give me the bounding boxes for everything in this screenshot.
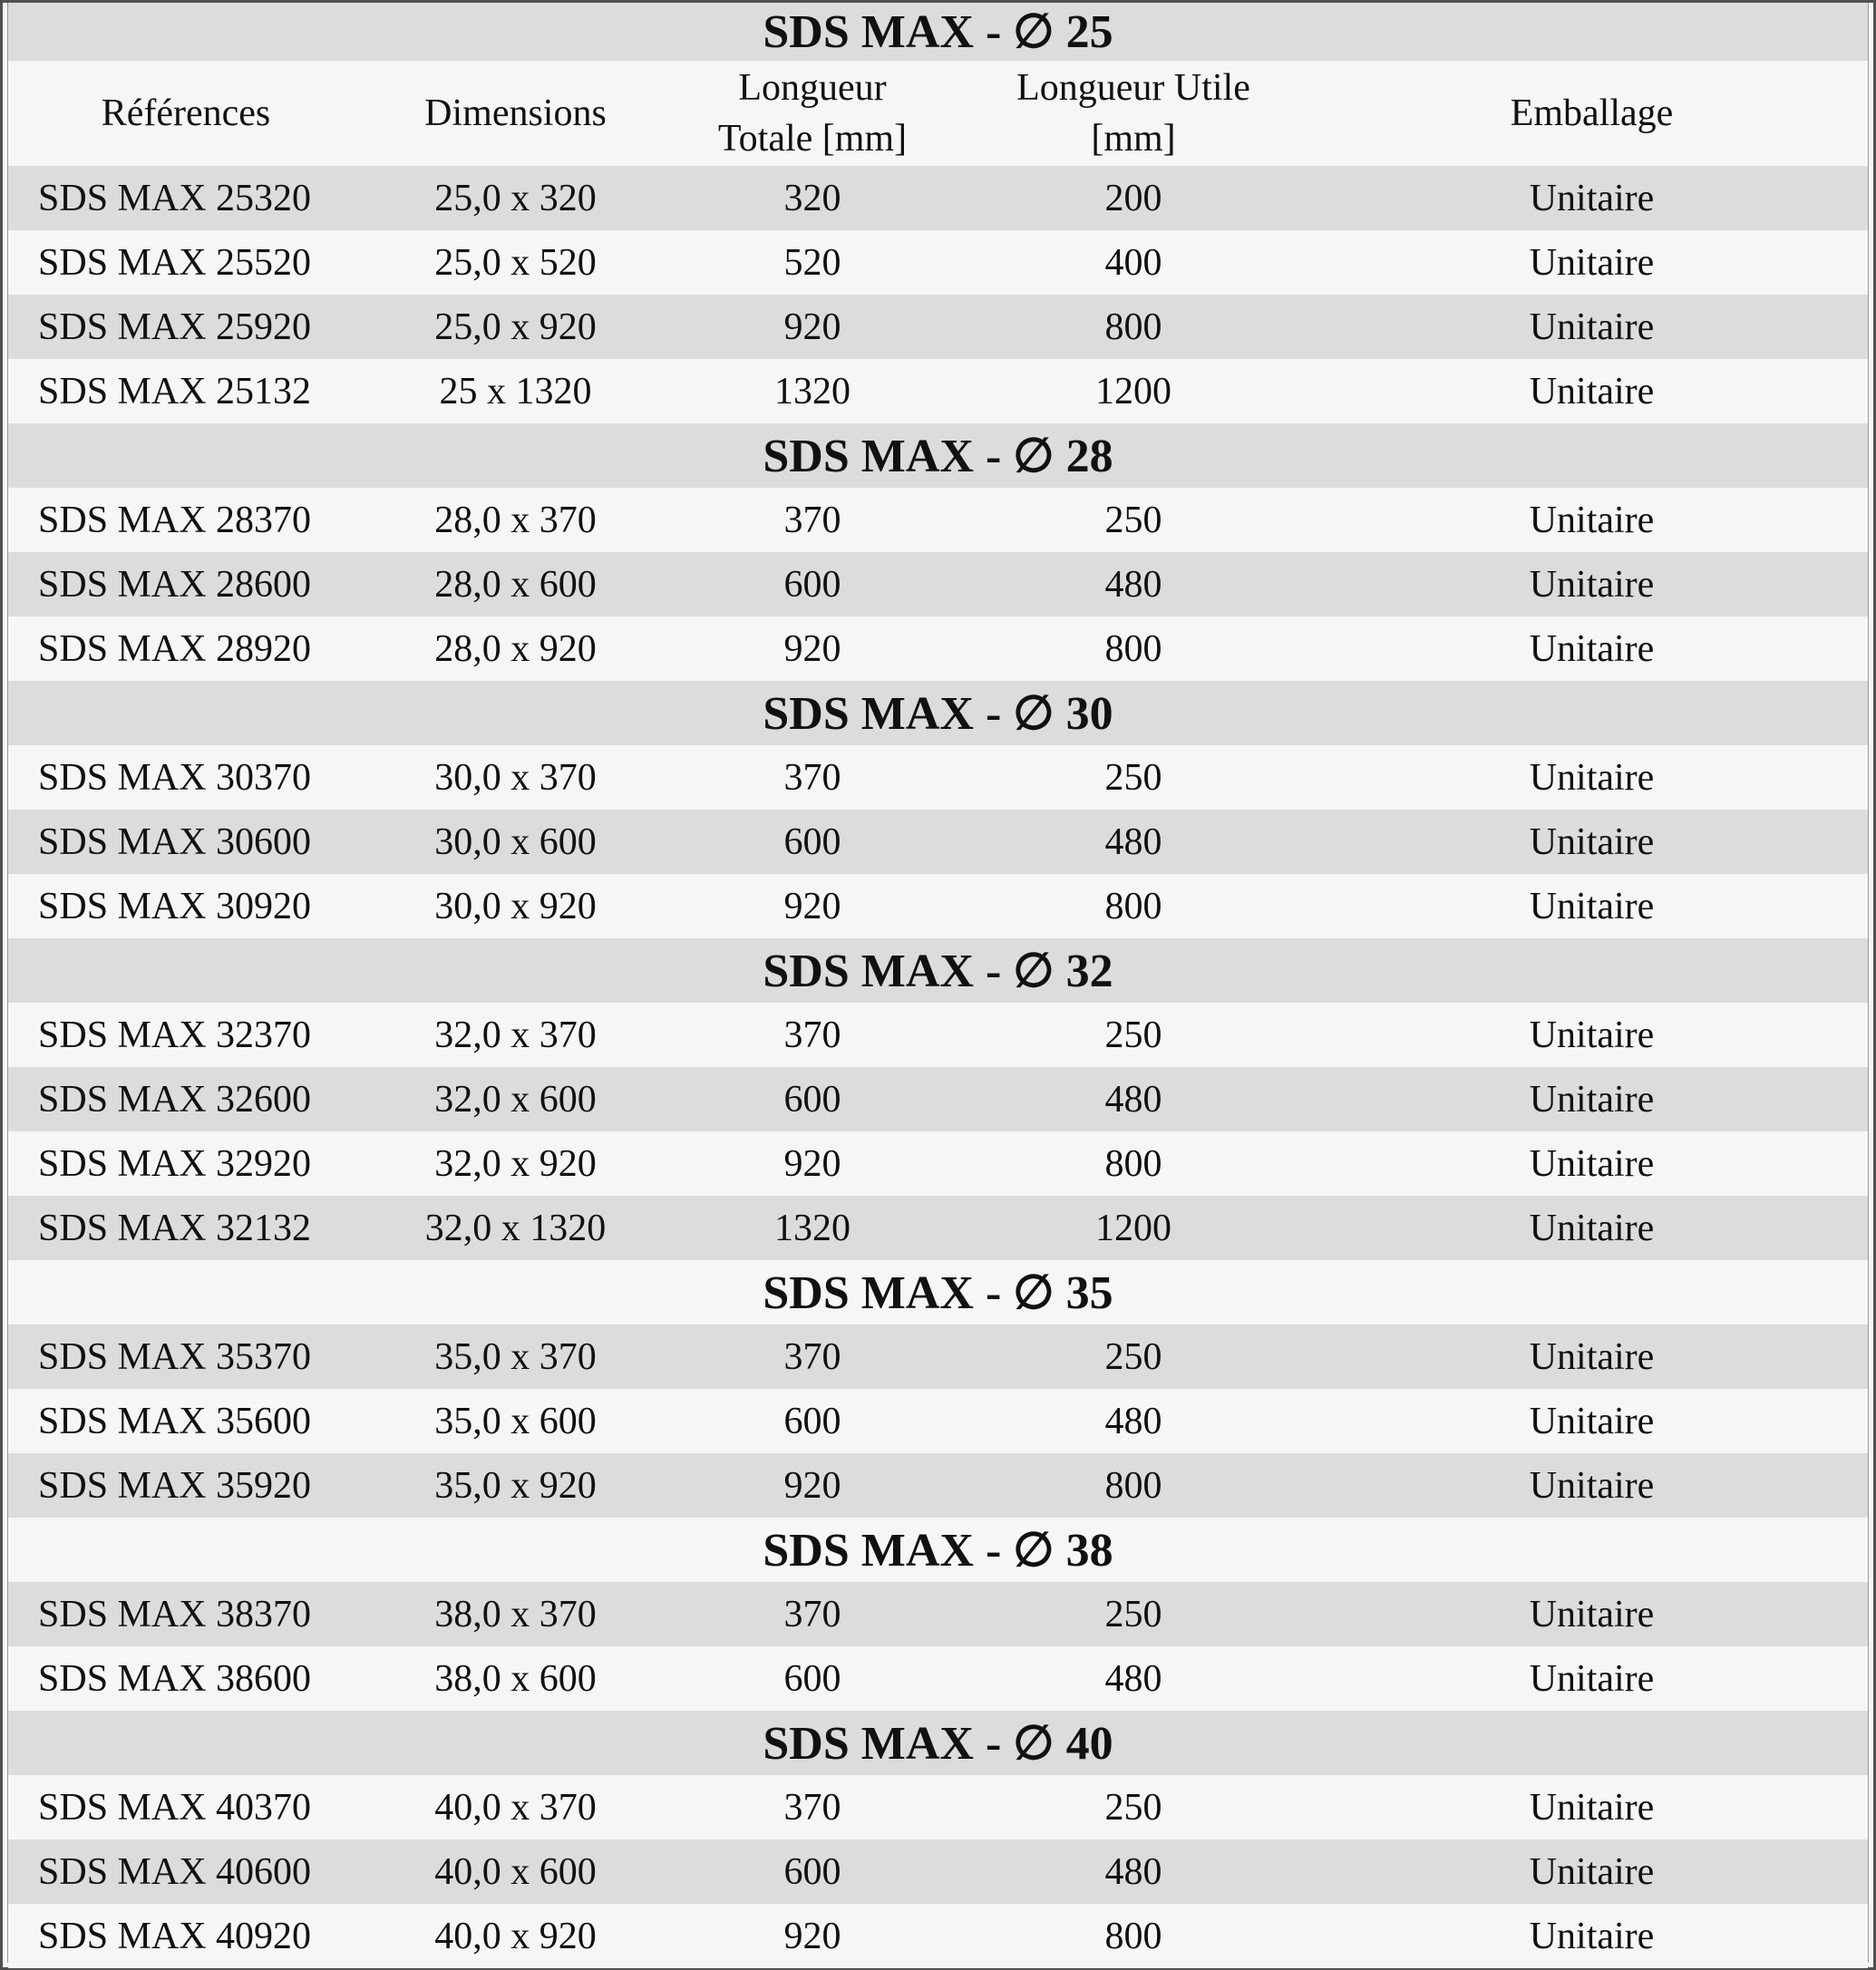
section-title: SDS MAX - ∅ 35	[763, 1266, 1113, 1319]
table-row	[8, 1582, 1868, 1646]
cell-useful-length: 480	[1104, 1078, 1162, 1121]
cell-reference: SDS MAX 35370	[38, 1335, 312, 1378]
table-row	[8, 616, 1868, 681]
cell-reference: SDS MAX 25132	[38, 370, 312, 412]
cell-total-length: 370	[783, 499, 841, 541]
cell-useful-length: 480	[1104, 1850, 1162, 1893]
cell-reference: SDS MAX 30600	[38, 820, 312, 863]
cell-dimensions: 30,0 x 920	[434, 885, 597, 927]
section-title-row	[8, 938, 1868, 1003]
cell-reference: SDS MAX 25520	[38, 241, 312, 284]
cell-total-length: 920	[783, 1464, 841, 1507]
section-title: SDS MAX - ∅ 25	[763, 6, 1113, 58]
cell-dimensions: 25,0 x 320	[434, 177, 597, 219]
cell-useful-length: 400	[1104, 241, 1162, 284]
cell-useful-length: 250	[1104, 1014, 1162, 1056]
table-row	[8, 1067, 1868, 1131]
table-row	[8, 1131, 1868, 1196]
cell-packaging: Unitaire	[1529, 1464, 1655, 1507]
cell-reference: SDS MAX 40920	[38, 1915, 312, 1957]
table-row	[8, 810, 1868, 874]
cell-total-length: 600	[783, 1078, 841, 1121]
cell-reference: SDS MAX 28920	[38, 627, 312, 670]
cell-total-length: 920	[783, 1915, 841, 1957]
table-row	[8, 1196, 1868, 1260]
cell-useful-length: 1200	[1095, 1207, 1171, 1249]
table-row	[8, 295, 1868, 359]
table-row	[8, 552, 1868, 616]
cell-useful-length: 800	[1104, 627, 1162, 670]
cell-packaging: Unitaire	[1529, 1142, 1655, 1185]
table-row	[8, 1453, 1868, 1518]
cell-total-length: 520	[783, 241, 841, 284]
cell-dimensions: 28,0 x 600	[434, 563, 597, 606]
product-table	[7, 3, 1869, 1963]
cell-packaging: Unitaire	[1529, 1400, 1655, 1442]
section-title: SDS MAX - ∅ 32	[763, 945, 1113, 997]
cell-dimensions: 32,0 x 370	[434, 1014, 597, 1056]
cell-dimensions: 28,0 x 370	[434, 499, 597, 541]
cell-reference: SDS MAX 40600	[38, 1850, 312, 1893]
table-row	[8, 1389, 1868, 1453]
header-dimensions: Dimensions	[424, 92, 607, 134]
cell-reference: SDS MAX 32132	[38, 1207, 312, 1249]
cell-useful-length: 800	[1104, 1915, 1162, 1957]
table-row	[8, 1839, 1868, 1904]
cell-packaging: Unitaire	[1529, 370, 1655, 412]
cell-reference: SDS MAX 38370	[38, 1593, 312, 1635]
cell-reference: SDS MAX 32920	[38, 1142, 312, 1185]
cell-total-length: 370	[783, 1786, 841, 1829]
cell-dimensions: 32,0 x 1320	[424, 1207, 607, 1249]
cell-reference: SDS MAX 25320	[38, 177, 312, 219]
cell-packaging: Unitaire	[1529, 241, 1655, 284]
cell-reference: SDS MAX 28600	[38, 563, 312, 606]
cell-dimensions: 35,0 x 370	[434, 1335, 597, 1378]
cell-packaging: Unitaire	[1529, 1850, 1655, 1893]
cell-reference: SDS MAX 32370	[38, 1014, 312, 1056]
cell-total-length: 1320	[774, 370, 851, 412]
cell-total-length: 600	[783, 820, 841, 863]
cell-reference: SDS MAX 28370	[38, 499, 312, 541]
cell-packaging: Unitaire	[1529, 820, 1655, 863]
cell-total-length: 320	[783, 177, 841, 219]
cell-packaging: Unitaire	[1529, 1786, 1655, 1829]
cell-reference: SDS MAX 35600	[38, 1400, 312, 1442]
cell-reference: SDS MAX 40370	[38, 1786, 312, 1829]
cell-dimensions: 40,0 x 370	[434, 1786, 597, 1829]
section-title: SDS MAX - ∅ 38	[763, 1524, 1113, 1577]
section-title-row	[8, 1518, 1868, 1582]
cell-useful-length: 480	[1104, 563, 1162, 606]
cell-total-length: 920	[783, 306, 841, 348]
cell-packaging: Unitaire	[1529, 1593, 1655, 1635]
cell-packaging: Unitaire	[1529, 756, 1655, 799]
table-row	[8, 488, 1868, 552]
cell-packaging: Unitaire	[1529, 1078, 1655, 1121]
cell-useful-length: 800	[1104, 1464, 1162, 1507]
cell-total-length: 370	[783, 1335, 841, 1378]
header-row	[8, 61, 1868, 166]
cell-total-length: 920	[783, 885, 841, 927]
cell-packaging: Unitaire	[1529, 1915, 1655, 1957]
cell-dimensions: 38,0 x 600	[434, 1657, 597, 1700]
section-title: SDS MAX - ∅ 28	[763, 430, 1113, 482]
cell-useful-length: 480	[1104, 820, 1162, 863]
cell-useful-length: 250	[1104, 499, 1162, 541]
header-packaging: Emballage	[1510, 92, 1674, 134]
cell-reference: SDS MAX 32600	[38, 1078, 312, 1121]
cell-useful-length: 480	[1104, 1657, 1162, 1700]
table-row	[8, 1646, 1868, 1711]
header-total-length: Longueur Totale [mm]	[717, 67, 908, 160]
cell-packaging: Unitaire	[1529, 177, 1655, 219]
cell-dimensions: 35,0 x 920	[434, 1464, 597, 1507]
cell-packaging: Unitaire	[1529, 627, 1655, 670]
cell-dimensions: 30,0 x 600	[434, 820, 597, 863]
cell-reference: SDS MAX 30370	[38, 756, 312, 799]
table-row	[8, 230, 1868, 295]
cell-packaging: Unitaire	[1529, 1014, 1655, 1056]
cell-packaging: Unitaire	[1529, 1657, 1655, 1700]
cell-dimensions: 30,0 x 370	[434, 756, 597, 799]
cell-useful-length: 800	[1104, 306, 1162, 348]
cell-dimensions: 25,0 x 520	[434, 241, 597, 284]
cell-total-length: 920	[783, 627, 841, 670]
cell-total-length: 600	[783, 563, 841, 606]
cell-packaging: Unitaire	[1529, 1335, 1655, 1378]
cell-dimensions: 38,0 x 370	[434, 1593, 597, 1635]
cell-total-length: 370	[783, 1014, 841, 1056]
cell-packaging: Unitaire	[1529, 306, 1655, 348]
cell-useful-length: 480	[1104, 1400, 1162, 1442]
cell-dimensions: 35,0 x 600	[434, 1400, 597, 1442]
cell-total-length: 600	[783, 1400, 841, 1442]
cell-useful-length: 250	[1104, 1786, 1162, 1829]
cell-total-length: 600	[783, 1657, 841, 1700]
cell-dimensions: 28,0 x 920	[434, 627, 597, 670]
table-row	[8, 166, 1868, 230]
section-title-row	[8, 1260, 1868, 1325]
table-row	[8, 745, 1868, 810]
cell-useful-length: 800	[1104, 1142, 1162, 1185]
cell-dimensions: 32,0 x 600	[434, 1078, 597, 1121]
section-title: SDS MAX - ∅ 40	[763, 1717, 1113, 1770]
cell-total-length: 600	[783, 1850, 841, 1893]
cell-useful-length: 250	[1104, 1593, 1162, 1635]
table-row	[8, 1325, 1868, 1389]
cell-total-length: 370	[783, 1593, 841, 1635]
section-title-row	[8, 1711, 1868, 1775]
cell-reference: SDS MAX 35920	[38, 1464, 312, 1507]
table-row	[8, 1904, 1868, 1968]
table-row	[8, 1775, 1868, 1839]
cell-useful-length: 250	[1104, 756, 1162, 799]
section-title-row	[8, 681, 1868, 745]
cell-packaging: Unitaire	[1529, 885, 1655, 927]
header-useful-length: Longueur Utile [mm]	[1016, 67, 1250, 160]
cell-useful-length: 800	[1104, 885, 1162, 927]
cell-useful-length: 1200	[1095, 370, 1171, 412]
cell-packaging: Unitaire	[1529, 563, 1655, 606]
cell-total-length: 370	[783, 756, 841, 799]
cell-packaging: Unitaire	[1529, 1207, 1655, 1249]
cell-reference: SDS MAX 38600	[38, 1657, 312, 1700]
cell-useful-length: 250	[1104, 1335, 1162, 1378]
cell-packaging: Unitaire	[1529, 499, 1655, 541]
header-reference: Références	[101, 92, 271, 134]
cell-total-length: 1320	[774, 1207, 851, 1249]
section-title: SDS MAX - ∅ 30	[763, 687, 1113, 740]
cell-dimensions: 40,0 x 600	[434, 1850, 597, 1893]
table-row	[8, 1003, 1868, 1067]
table-row	[8, 359, 1868, 423]
cell-total-length: 920	[783, 1142, 841, 1185]
cell-dimensions: 32,0 x 920	[434, 1142, 597, 1185]
cell-reference: SDS MAX 25920	[38, 306, 312, 348]
table-row	[8, 874, 1868, 938]
cell-dimensions: 25,0 x 920	[434, 306, 597, 348]
cell-dimensions: 25 x 1320	[439, 370, 592, 412]
cell-reference: SDS MAX 30920	[38, 885, 312, 927]
cell-dimensions: 40,0 x 920	[434, 1915, 597, 1957]
section-title-row	[8, 3, 1868, 61]
section-title-row	[8, 423, 1868, 488]
cell-useful-length: 200	[1104, 177, 1162, 219]
